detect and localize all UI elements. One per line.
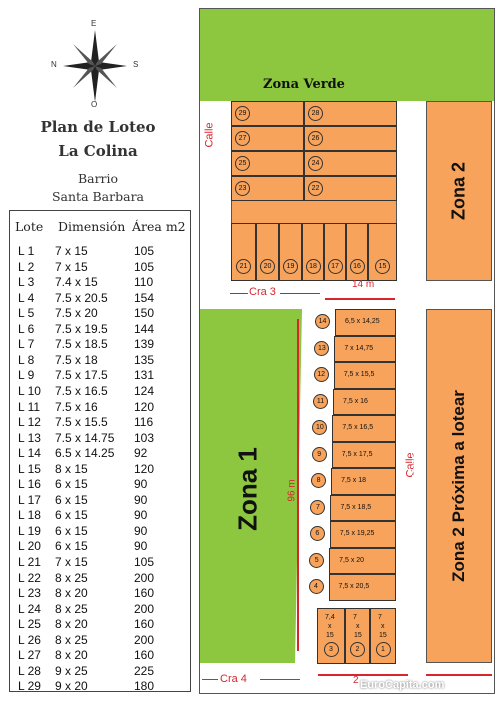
cra4-line-right <box>260 679 300 680</box>
compass-o-label: O <box>91 100 98 109</box>
lot-number-badge: 3 <box>324 642 339 657</box>
table-cell-area: 144 <box>134 321 155 336</box>
table-row <box>10 306 190 322</box>
table-cell-lote: L 3 <box>18 275 35 290</box>
table-cell-dimension: 8 x 20 <box>55 648 88 663</box>
table-cell-area: 103 <box>134 430 155 445</box>
lot-number-badge: 15 <box>375 259 390 274</box>
lot-number-badge: 10 <box>312 420 327 435</box>
table-cell-dimension: 8 x 20 <box>55 586 88 601</box>
dimension-96m-label: 96 m <box>286 479 298 502</box>
table-cell-lote: L 16 <box>18 477 41 492</box>
lot-number-badge: 26 <box>308 131 323 146</box>
table-row <box>10 555 190 571</box>
bottom-dimension-label: 2 <box>353 675 359 686</box>
table-row <box>10 664 190 680</box>
compass-n-label: N <box>51 60 57 69</box>
table-cell-area: 139 <box>134 337 155 352</box>
table-cell-area: 200 <box>134 601 155 616</box>
table-cell-area: 90 <box>134 477 148 492</box>
lot-number-badge: 17 <box>328 259 343 274</box>
table-cell-lote: L 26 <box>18 632 41 647</box>
table-cell-area: 90 <box>134 523 148 538</box>
table-cell-dimension: 7.5 x 15.5 <box>55 415 108 430</box>
lot-dimension-label: 15 <box>354 632 362 639</box>
lot-dimension-label: x <box>356 623 360 630</box>
table-cell-area: 180 <box>134 679 155 694</box>
cra3-line <box>246 293 248 294</box>
compass-s-label: S <box>133 60 139 69</box>
lot-number-badge: 18 <box>306 259 321 274</box>
lot-number-badge: 20 <box>260 259 275 274</box>
lot-number-badge: 9 <box>312 447 327 462</box>
table-row <box>10 571 190 587</box>
lot-number-badge: 8 <box>311 473 326 488</box>
table-cell-lote: L 29 <box>18 679 41 694</box>
table-header-area: Área m2 <box>132 219 186 234</box>
map-title-line2: La Colina <box>58 142 138 160</box>
table-cell-dimension: 6 x 15 <box>55 492 88 507</box>
cra3-tick-right <box>280 293 320 294</box>
table-row <box>10 539 190 555</box>
table-cell-dimension: 9 x 20 <box>55 679 88 694</box>
lot-number-badge: 1 <box>376 642 391 657</box>
street-divider-left <box>215 109 216 279</box>
lot-number-badge: 22 <box>308 181 323 196</box>
lot-dimension-label: 7,5 x 20 <box>339 556 365 564</box>
table-cell-dimension: 7 x 15 <box>55 259 88 274</box>
table-cell-lote: L 1 <box>18 244 35 258</box>
table-cell-dimension: 9 x 25 <box>55 663 88 678</box>
table-row <box>10 291 190 307</box>
lot-dimension-label: 7,5 x 15,5 <box>343 371 375 378</box>
table-cell-area: 110 <box>134 275 154 290</box>
lot-number-badge: 16 <box>350 259 365 274</box>
table-cell-dimension: 6 x 15 <box>55 477 88 492</box>
map-subtitle-line1: Barrio <box>77 171 119 186</box>
table-row <box>10 586 190 602</box>
map-subtitle-line2: Santa Barbara <box>51 189 144 204</box>
table-cell-dimension: 7.5 x 17.5 <box>55 368 108 383</box>
table-cell-lote: L 23 <box>18 586 41 601</box>
table-cell-area: 135 <box>134 352 155 367</box>
table-cell-dimension: 7.5 x 20.5 <box>55 290 108 305</box>
table-cell-area: 105 <box>134 555 155 569</box>
lot-dimension-label: x <box>381 623 385 630</box>
lot-number-badge: 12 <box>314 367 329 382</box>
table-cell-area: 105 <box>134 244 155 258</box>
lot-number-badge: 29 <box>235 106 250 121</box>
dimension-14m: 14 m <box>352 279 375 290</box>
map-title-line1: Plan de Loteo <box>40 118 156 136</box>
table-cell-dimension: 7 x 15 <box>55 244 88 258</box>
table-cell-dimension: 7.5 x 18.5 <box>55 337 108 352</box>
street-cra4: Cra 4 <box>220 673 247 685</box>
table-cell-lote: L 27 <box>18 648 41 663</box>
table-cell-lote: L 8 <box>18 352 35 367</box>
lot-table <box>9 210 191 692</box>
lot-dimension-label: 7,5 x 17,5 <box>341 450 373 458</box>
table-header-dimension: Dimensión <box>58 219 126 234</box>
table-cell-lote: L 5 <box>18 306 35 321</box>
table-row <box>10 353 190 369</box>
table-cell-lote: L 21 <box>18 555 41 569</box>
table-cell-lote: L 11 <box>18 399 41 414</box>
table-cell-dimension: 8 x 25 <box>55 632 88 647</box>
lot-number-badge: 27 <box>235 131 250 146</box>
lot-dimension-label: x <box>328 623 332 630</box>
table-row <box>10 446 190 462</box>
table-cell-area: 225 <box>134 663 155 678</box>
table-cell-area: 160 <box>134 617 155 632</box>
table-cell-lote: L 13 <box>18 430 41 445</box>
table-row <box>10 617 190 633</box>
lot-number-badge: 2 <box>350 642 365 657</box>
table-cell-area: 120 <box>134 461 155 476</box>
lot-number-badge: 7 <box>310 500 325 515</box>
table-cell-dimension: 7.5 x 16.5 <box>55 383 108 398</box>
table-cell-dimension: 7.5 x 20 <box>55 306 98 321</box>
lot-dimension-label: 7,5 x 18,5 <box>340 503 372 511</box>
lot-dimension-label: 7 <box>378 614 382 621</box>
table-header-lote: Lote <box>15 219 44 234</box>
table-cell-area: 154 <box>134 290 155 305</box>
street-divider-right <box>412 309 413 659</box>
cra4-line-left <box>202 679 218 680</box>
lot-number-badge: 4 <box>309 579 324 594</box>
zona2-proxima-label: Zona 2 Próxima a lotear <box>449 390 468 582</box>
table-row <box>10 260 190 276</box>
table-cell-lote: L 7 <box>18 337 35 352</box>
lot-number-badge: 24 <box>308 156 323 171</box>
table-cell-area: 160 <box>134 586 155 601</box>
table-row <box>10 524 190 540</box>
lot-dimension-label: 7,5 x 20,5 <box>338 583 370 590</box>
lot-dimension-label: 15 <box>326 632 334 639</box>
lot-dimension-label: 7 x 14,75 <box>344 344 374 352</box>
table-cell-lote: L 19 <box>18 523 41 538</box>
table-cell-dimension: 7.5 x 18 <box>55 352 98 367</box>
table-cell-lote: L 25 <box>18 617 41 632</box>
table-row <box>10 633 190 649</box>
table-cell-area: 90 <box>134 539 148 554</box>
table-row <box>10 415 190 431</box>
table-cell-dimension: 7.5 x 16 <box>55 399 98 414</box>
table-cell-area: 200 <box>134 632 155 647</box>
table-cell-dimension: 8 x 20 <box>55 617 88 632</box>
zona1-label: Zona 1 <box>232 447 263 531</box>
table-cell-area: 116 <box>134 415 154 430</box>
table-cell-dimension: 6 x 15 <box>55 523 88 538</box>
table-cell-lote: L 20 <box>18 539 41 554</box>
table-row <box>10 462 190 478</box>
lot-dimension-label: 7,5 x 16,5 <box>342 424 374 431</box>
table-cell-area: 92 <box>134 446 148 461</box>
lot-number-badge: 5 <box>309 553 324 568</box>
table-cell-area: 131 <box>134 368 155 383</box>
table-cell-area: 90 <box>134 492 148 507</box>
table-cell-area: 200 <box>134 570 155 585</box>
table-cell-dimension: 6.5 x 14.25 <box>55 446 115 461</box>
lot-number-badge: 6 <box>310 526 325 541</box>
table-row <box>10 431 190 447</box>
lot-number-badge: 23 <box>235 181 250 196</box>
street-cra3: Cra 3 <box>249 286 276 298</box>
table-cell-area: 124 <box>134 383 155 398</box>
lot-dimension-label: 7,4 <box>325 614 335 621</box>
table-cell-lote: L 6 <box>18 321 35 336</box>
table-cell-lote: L 28 <box>18 663 41 678</box>
map-area <box>199 8 495 694</box>
bottom-dimension-line <box>318 674 408 676</box>
table-cell-dimension: 7.5 x 14.75 <box>55 430 115 445</box>
compass-e-label: E <box>91 19 97 28</box>
table-cell-lote: L 17 <box>18 492 41 507</box>
lot-dimension-label: 7,5 x 16 <box>343 397 368 405</box>
table-row <box>10 244 190 260</box>
table-cell-lote: L 15 <box>18 461 41 476</box>
table-cell-dimension: 8 x 15 <box>55 461 88 476</box>
table-cell-dimension: 8 x 25 <box>55 570 88 585</box>
compass-rose <box>51 19 139 110</box>
cra3-tick-left <box>230 293 246 294</box>
table-cell-dimension: 7.4 x 15 <box>55 275 98 290</box>
lot-number-badge: 28 <box>308 106 323 121</box>
table-cell-lote: L 12 <box>18 415 41 430</box>
table-cell-area: 120 <box>134 399 155 414</box>
table-cell-lote: L 4 <box>18 290 35 305</box>
lot-dimension-label: 7,5 x 18 <box>341 477 367 484</box>
watermark: EuroCapita.com <box>360 679 445 691</box>
table-cell-dimension: 6 x 15 <box>55 539 88 554</box>
table-cell-lote: L 10 <box>18 383 41 398</box>
table-row <box>10 508 190 524</box>
table-row <box>10 602 190 618</box>
lot-number-badge: 14 <box>315 314 330 329</box>
table-cell-lote: L 2 <box>18 259 35 274</box>
lot-number-badge: 21 <box>236 259 251 274</box>
lot-number-badge: 13 <box>314 341 329 356</box>
street-calle-right: Calle <box>404 452 417 478</box>
table-cell-lote: L 14 <box>18 446 41 461</box>
street-calle-top: Calle <box>203 122 216 148</box>
table-cell-area: 90 <box>134 508 148 523</box>
table-row <box>10 648 190 664</box>
table-row <box>10 384 190 400</box>
table-row <box>10 337 190 353</box>
table-row <box>10 368 190 384</box>
table-cell-lote: L 9 <box>18 368 35 383</box>
table-cell-area: 160 <box>134 648 155 663</box>
table-cell-lote: L 24 <box>18 601 41 616</box>
lot-dimension-label: 7,5 x 19,25 <box>339 530 375 537</box>
table-cell-lote: L 18 <box>18 508 41 523</box>
table-cell-dimension: 6 x 15 <box>55 508 88 523</box>
lot-number-badge: 19 <box>283 259 298 274</box>
compass-icon <box>55 20 135 110</box>
zona2-proxima-dimension-line <box>426 674 492 676</box>
table-cell-area: 150 <box>134 306 155 321</box>
lot-number-badge: 25 <box>235 156 250 171</box>
lot-number-badge: 11 <box>313 394 328 409</box>
table-cell-dimension: 8 x 25 <box>55 601 88 616</box>
zona2-label: Zona 2 <box>448 161 469 221</box>
zona-verde-label: Zona Verde <box>263 77 345 92</box>
table-cell-dimension: 7 x 15 <box>55 555 88 569</box>
zona-verde-area <box>200 9 495 101</box>
table-row <box>10 477 190 493</box>
lot-dimension-label: 15 <box>379 632 387 639</box>
table-row <box>10 322 190 338</box>
lot-dimension-label: 6,5 x 14,25 <box>345 318 380 325</box>
table-cell-dimension: 7.5 x 19.5 <box>55 321 108 336</box>
table-row <box>10 679 190 695</box>
dimension-14m-line <box>325 298 395 300</box>
table-row <box>10 275 190 291</box>
table-cell-area: 105 <box>134 259 155 274</box>
table-row <box>10 493 190 509</box>
lot-dimension-label: 7 <box>353 614 357 621</box>
table-cell-lote: L 22 <box>18 570 41 585</box>
table-row <box>10 400 190 416</box>
